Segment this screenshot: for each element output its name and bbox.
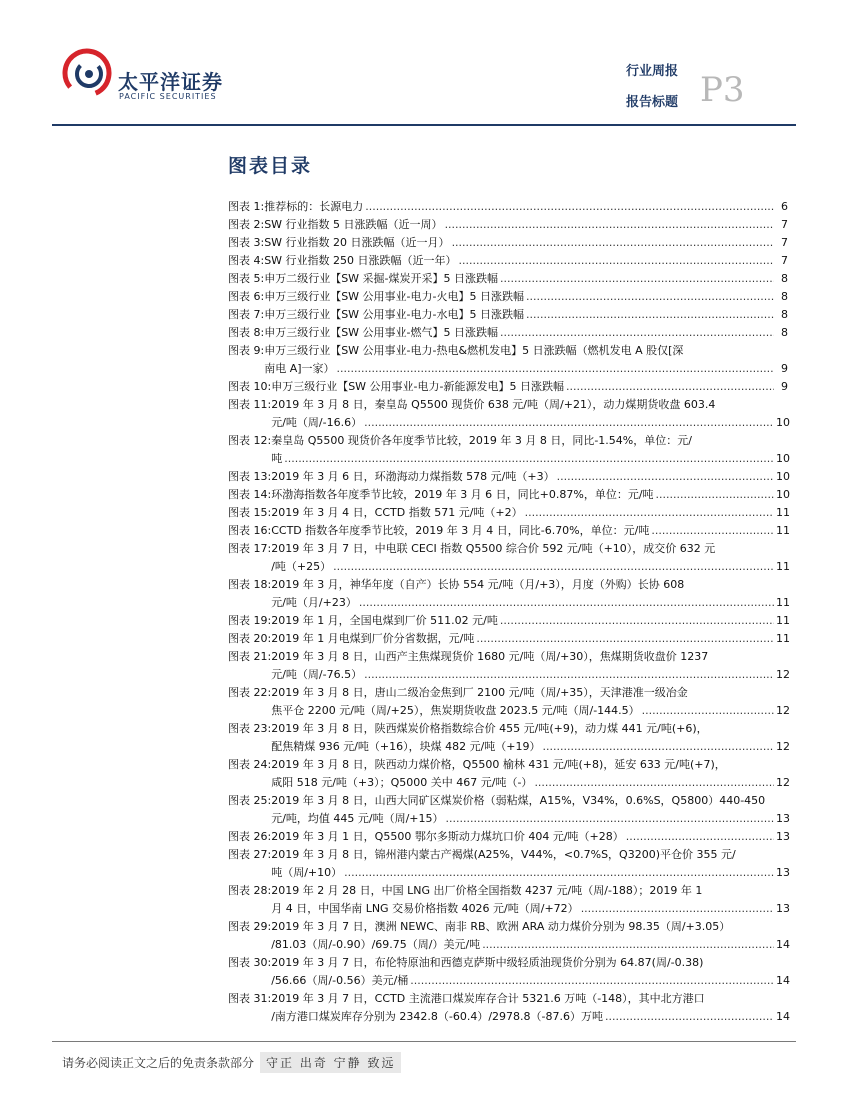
report-title: 报告标题 [626,95,679,110]
page-header [0,0,850,130]
toc-leader-dots [452,234,774,252]
toc-leader-dots [445,216,774,234]
header-divider [52,124,796,126]
toc-leader-dots [284,450,774,468]
toc-entry[interactable] [228,954,788,990]
toc-entry[interactable] [228,720,788,756]
toc-entry-page: 13 [776,830,790,843]
toc-entry-page: 12 [776,740,790,753]
toc-entry-text: 2019 年 1 月电煤到厂价分省数据，元/吨 [271,632,475,645]
toc-entry-text: 配焦精煤 936 元/吨（+16），块煤 482 元/吨（+19） [271,740,541,753]
toc-leader-dots [333,558,774,576]
toc-entry-page: 10 [776,488,790,501]
toc-entry-label: 图表 4: [228,254,265,267]
toc-entry-text: SW 行业指数 250 日涨跌幅（近一年） [264,254,457,267]
toc-leader-dots [337,360,774,378]
toc-entry[interactable] [228,216,788,234]
toc-entry[interactable] [228,504,788,522]
brand-name-cn: 太平洋证券 [118,70,223,94]
toc-leader-dots [459,252,774,270]
toc-entry[interactable] [228,540,788,576]
toc-entry-page: 11 [776,506,790,519]
toc-entry-label: 图表 13: [228,470,272,483]
toc-entry[interactable] [228,432,788,468]
toc-entry[interactable] [228,234,788,252]
pacific-securities-logo-icon [62,48,112,98]
toc-entry-page: 10 [776,470,790,483]
toc-entry-label: 图表 29: [228,920,272,933]
toc-entry[interactable] [228,882,788,918]
toc-entry-label: 图表 2: [228,218,265,231]
toc-entry-text: 秦皇岛 Q5500 现货价各年度季节比较，2019 年 3 月 8 日，同比-1.54%，单位：元/ [271,434,692,447]
toc-entry-text: 2019 年 1 月，全国电煤到厂价 511.02 元/吨 [271,614,498,627]
toc-entry[interactable] [228,648,788,684]
toc-leader-dots [365,198,774,216]
toc-entry-page: 9 [781,380,788,393]
toc-entry-label: 图表 5: [228,272,265,285]
toc-entry[interactable] [228,828,788,846]
toc-leader-dots [446,810,774,828]
toc-entry-text: 2019 年 3 月 8 日，秦皇岛 Q5500 现货价 638 元/吨（周/+21），动力煤期货收盘 603.4 [271,398,716,411]
toc-entry-label: 图表 30: [228,956,272,969]
toc-entry-text: 2019 年 3 月 6 日，环渤海动力煤指数 578 元/吨（+3） [271,470,555,483]
toc-entry-text: 2019 年 3 月 8 日，锦州港内蒙古产褐煤(A25%，V44%，<0.7%S，Q3200)平仓价 355 元/ [271,848,736,861]
toc-leader-dots [626,828,774,846]
toc-entry-text: 吨（周/+10） [271,866,343,879]
toc-entry-text: /南方港口煤炭库存分别为 2342.8（-60.4）/2978.8（-87.6）万吨 [271,1010,604,1023]
toc-leader-dots [605,1008,774,1026]
toc-entry-label: 图表 31: [228,992,272,1005]
toc-leader-dots [642,702,774,720]
toc-entry[interactable] [228,486,788,504]
toc-leader-dots [410,972,774,990]
toc-leader-dots [534,774,774,792]
toc-leader-dots [651,522,774,540]
toc-entry-page: 10 [776,416,790,429]
toc-entry-label: 图表 20: [228,632,272,645]
toc-entry[interactable] [228,342,788,378]
toc-entry-label: 图表 12: [228,434,272,447]
toc-entry-text: 元/吨（月/+23） [271,596,357,609]
toc-entry-text: 2019 年 3 月 1 日，Q5500 鄂尔多斯动力煤坑口价 404 元/吨（+28） [271,830,624,843]
toc-entry[interactable] [228,324,788,342]
toc-entry-text: 元/吨，均值 445 元/吨（周/+15） [271,812,444,825]
toc-entry-text: 申万三级行业【SW 公用事业-电力-热电&燃机发电】5 日涨跌幅（燃机发电 A 股仅[深 [264,344,684,357]
toc-entry-text: 焦平仓 2200 元/吨（周/+25），焦炭期货收盘 2023.5 元/吨（周/-144.5） [271,704,640,717]
toc-entry[interactable] [228,468,788,486]
toc-entry-text: 元/吨（周/-16.6） [271,416,363,429]
toc-entry-page: 7 [781,254,788,267]
toc-entry[interactable] [228,990,788,1026]
toc-entry[interactable] [228,576,788,612]
toc-entry[interactable] [228,270,788,288]
brand-name-en: PACIFIC SECURITIES [119,92,217,101]
toc-entry-text: 申万三级行业【SW 公用事业-电力-火电】5 日涨跌幅 [264,290,524,303]
toc-entry-page: 13 [776,902,790,915]
toc-entry-text: SW 行业指数 20 日涨跌幅（近一月） [264,236,450,249]
toc-leader-dots [500,270,774,288]
toc-entry-text: 元/吨（周/-76.5） [271,668,363,681]
toc-leader-dots [656,486,774,504]
toc-entry-page: 12 [776,776,790,789]
toc-entry-label: 图表 14: [228,488,272,501]
toc-entry-text: 2019 年 3 月 8 日，陕西动力煤价格，Q5500 榆林 431 元/吨(+8)，延安 633 元/吨(+7)， [271,758,726,771]
toc-entry[interactable] [228,612,788,630]
toc-entry-text: 2019 年 3 月 8 日，陕西煤炭价格指数综合价 455 元/吨(+9)，动力煤 441 元/吨(+6)， [271,722,708,735]
toc-entry-page: 8 [781,290,788,303]
toc-entry-label: 图表 24: [228,758,272,771]
toc-entry-label: 图表 25: [228,794,272,807]
toc-heading: 图表目录 [228,155,313,177]
toc-leader-dots [344,864,774,882]
toc-leader-dots [359,594,774,612]
toc-entry-label: 图表 26: [228,830,272,843]
toc-entry-text: /56.66（周/-0.56）美元/桶 [271,974,409,987]
toc-entry-label: 图表 10: [228,380,272,393]
toc-entry-page: 6 [781,200,788,213]
toc-entry[interactable] [228,846,788,882]
toc-entry-text: 申万三级行业【SW 公用事业-电力-新能源发电】5 日涨跌幅 [271,380,564,393]
toc-entry-text: 2019 年 3 月 8 日，山西产主焦煤现货价 1680 元/吨（周/+30），焦煤期货收盘价 1237 [271,650,709,663]
toc-leader-dots [526,306,774,324]
toc-entry-label: 图表 16: [228,524,272,537]
toc-entry-page: 11 [776,560,790,573]
toc-entry-text: 2019 年 3 月 7 日，布伦特原油和西德克萨斯中级轻质油现货价分别为 64.87(周/-0.38) [271,956,704,969]
toc-entry-page: 7 [781,218,788,231]
toc-leader-dots [581,900,774,918]
toc-entry-text: 咸阳 518 元/吨（+3）；Q5000 关中 467 元/吨（-） [271,776,533,789]
toc-entry[interactable] [228,522,788,540]
toc-entry-page: 11 [776,614,790,627]
toc-entry-label: 图表 7: [228,308,265,321]
toc-entry-page: 8 [781,326,788,339]
page-number: P3 [700,70,745,110]
toc-entry[interactable] [228,378,788,396]
toc-entry-page: 11 [776,632,790,645]
toc-entry-text: 申万二级行业【SW 采掘-煤炭开采】5 日涨跌幅 [264,272,499,285]
toc-entry[interactable] [228,756,788,792]
toc-entry-label: 图表 6: [228,290,265,303]
toc-entry-text: 2019 年 3 月，神华年度（自产）长协 554 元/吨（月/+3），月度（外购）长协 608 [271,578,685,591]
toc-entry-text: 环渤海指数各年度季节比较，2019 年 3 月 6 日，同比+0.87%，单位：元/吨 [271,488,654,501]
toc-entry[interactable] [228,252,788,270]
toc-entry-text: 2019 年 3 月 7 日，澳洲 NEWC、南非 RB、欧洲 ARA 动力煤价分别为 98.35（周/+3.05） [271,920,731,933]
toc-entry-page: 14 [776,1010,790,1023]
toc-entry-page: 10 [776,452,790,465]
toc-leader-dots [500,324,774,342]
toc-entry-label: 图表 27: [228,848,272,861]
page-footer [62,1052,401,1073]
toc-entry-text: SW 行业指数 5 日涨跌幅（近一周） [264,218,443,231]
toc-entry-page: 8 [781,272,788,285]
toc-entry-text: 2019 年 2 月 28 日，中国 LNG 出厂价格全国指数 4237 元/吨（周/-188）；2019 年 1 [271,884,703,897]
toc-entry-text: 申万三级行业【SW 公用事业-电力-水电】5 日涨跌幅 [264,308,524,321]
toc-leader-dots [364,414,774,432]
toc-entry-text: 2019 年 3 月 4 日，CCTD 指数 571 元/吨（+2） [271,506,523,519]
toc-entry-label: 图表 3: [228,236,265,249]
toc-entry-label: 图表 28: [228,884,272,897]
toc-entry-label: 图表 9: [228,344,265,357]
toc-entry-label: 图表 21: [228,650,272,663]
toc-entry-label: 图表 15: [228,506,272,519]
toc-leader-dots [525,504,774,522]
toc-entry-text: 2019 年 3 月 8 日，唐山二级冶金焦到厂 2100 元/吨（周/+35），天津港准一级冶金 [271,686,688,699]
toc-entry-label: 图表 19: [228,614,272,627]
toc-entry-page: 14 [776,938,790,951]
report-type: 行业周报 [626,64,679,79]
toc-entry-page: 12 [776,668,790,681]
toc-entry-text: 2019 年 3 月 7 日，CCTD 主流港口煤炭库存合计 5321.6 万吨（-148），其中北方港口 [271,992,705,1005]
toc-leader-dots [543,738,774,756]
toc-entry-label: 图表 8: [228,326,265,339]
toc-entry-text: 申万三级行业【SW 公用事业-燃气】5 日涨跌幅 [264,326,499,339]
toc-leader-dots [557,468,774,486]
toc-entry-label: 图表 17: [228,542,272,555]
footer-divider [52,1041,796,1042]
toc-leader-dots [566,378,774,396]
toc-entry-page: 13 [776,866,790,879]
toc-entry-text: 南电 A]一家） [264,362,335,375]
toc-entry-text: /吨（+25） [271,560,332,573]
toc-entry[interactable] [228,792,788,828]
table-of-figures [228,198,788,1026]
toc-entry[interactable] [228,630,788,648]
toc-entry-page: 11 [776,524,790,537]
toc-leader-dots [500,612,774,630]
toc-entry-text: 推荐标的：长源电力 [264,200,364,213]
toc-entry-page: 8 [781,308,788,321]
footer-motto: 守正 出奇 宁静 致远 [260,1052,401,1073]
toc-entry-page: 12 [776,704,790,717]
toc-entry-text: 吨 [271,452,283,465]
toc-entry[interactable] [228,306,788,324]
toc-entry-text: /81.03（周/-0.90）/69.75（周/）美元/吨 [271,938,481,951]
toc-entry-label: 图表 18: [228,578,272,591]
toc-leader-dots [364,666,774,684]
toc-leader-dots [476,630,774,648]
toc-leader-dots [482,936,774,954]
toc-entry-page: 9 [781,362,788,375]
toc-entry-page: 11 [776,596,790,609]
toc-entry-text: CCTD 指数各年度季节比较，2019 年 3 月 4 日，同比-6.70%，单位：元/吨 [271,524,650,537]
toc-entry-label: 图表 23: [228,722,272,735]
toc-entry-text: 月 4 日，中国华南 LNG 交易价格指数 4026 元/吨（周/+72） [271,902,579,915]
toc-entry[interactable] [228,918,788,954]
toc-entry-page: 7 [781,236,788,249]
toc-entry-label: 图表 11: [228,398,272,411]
toc-entry-label: 图表 22: [228,686,272,699]
toc-entry-page: 14 [776,974,790,987]
toc-leader-dots [526,288,774,306]
toc-entry-text: 2019 年 3 月 7 日，中电联 CECI 指数 Q5500 综合价 592 元/吨（+10），成交价 632 元 [271,542,716,555]
toc-entry-page: 13 [776,812,790,825]
toc-entry[interactable] [228,396,788,432]
toc-entry[interactable] [228,684,788,720]
toc-entry[interactable] [228,288,788,306]
toc-entry-text: 2019 年 3 月 8 日，山西大同矿区煤炭价格（弱粘煤，A15%，V34%，0.6%S，Q5800）440-450 [271,794,766,807]
footer-disclaimer: 请务必阅读正文之后的免责条款部分 [62,1056,255,1070]
toc-entry-label: 图表 1: [228,200,265,213]
toc-entry[interactable] [228,198,788,216]
